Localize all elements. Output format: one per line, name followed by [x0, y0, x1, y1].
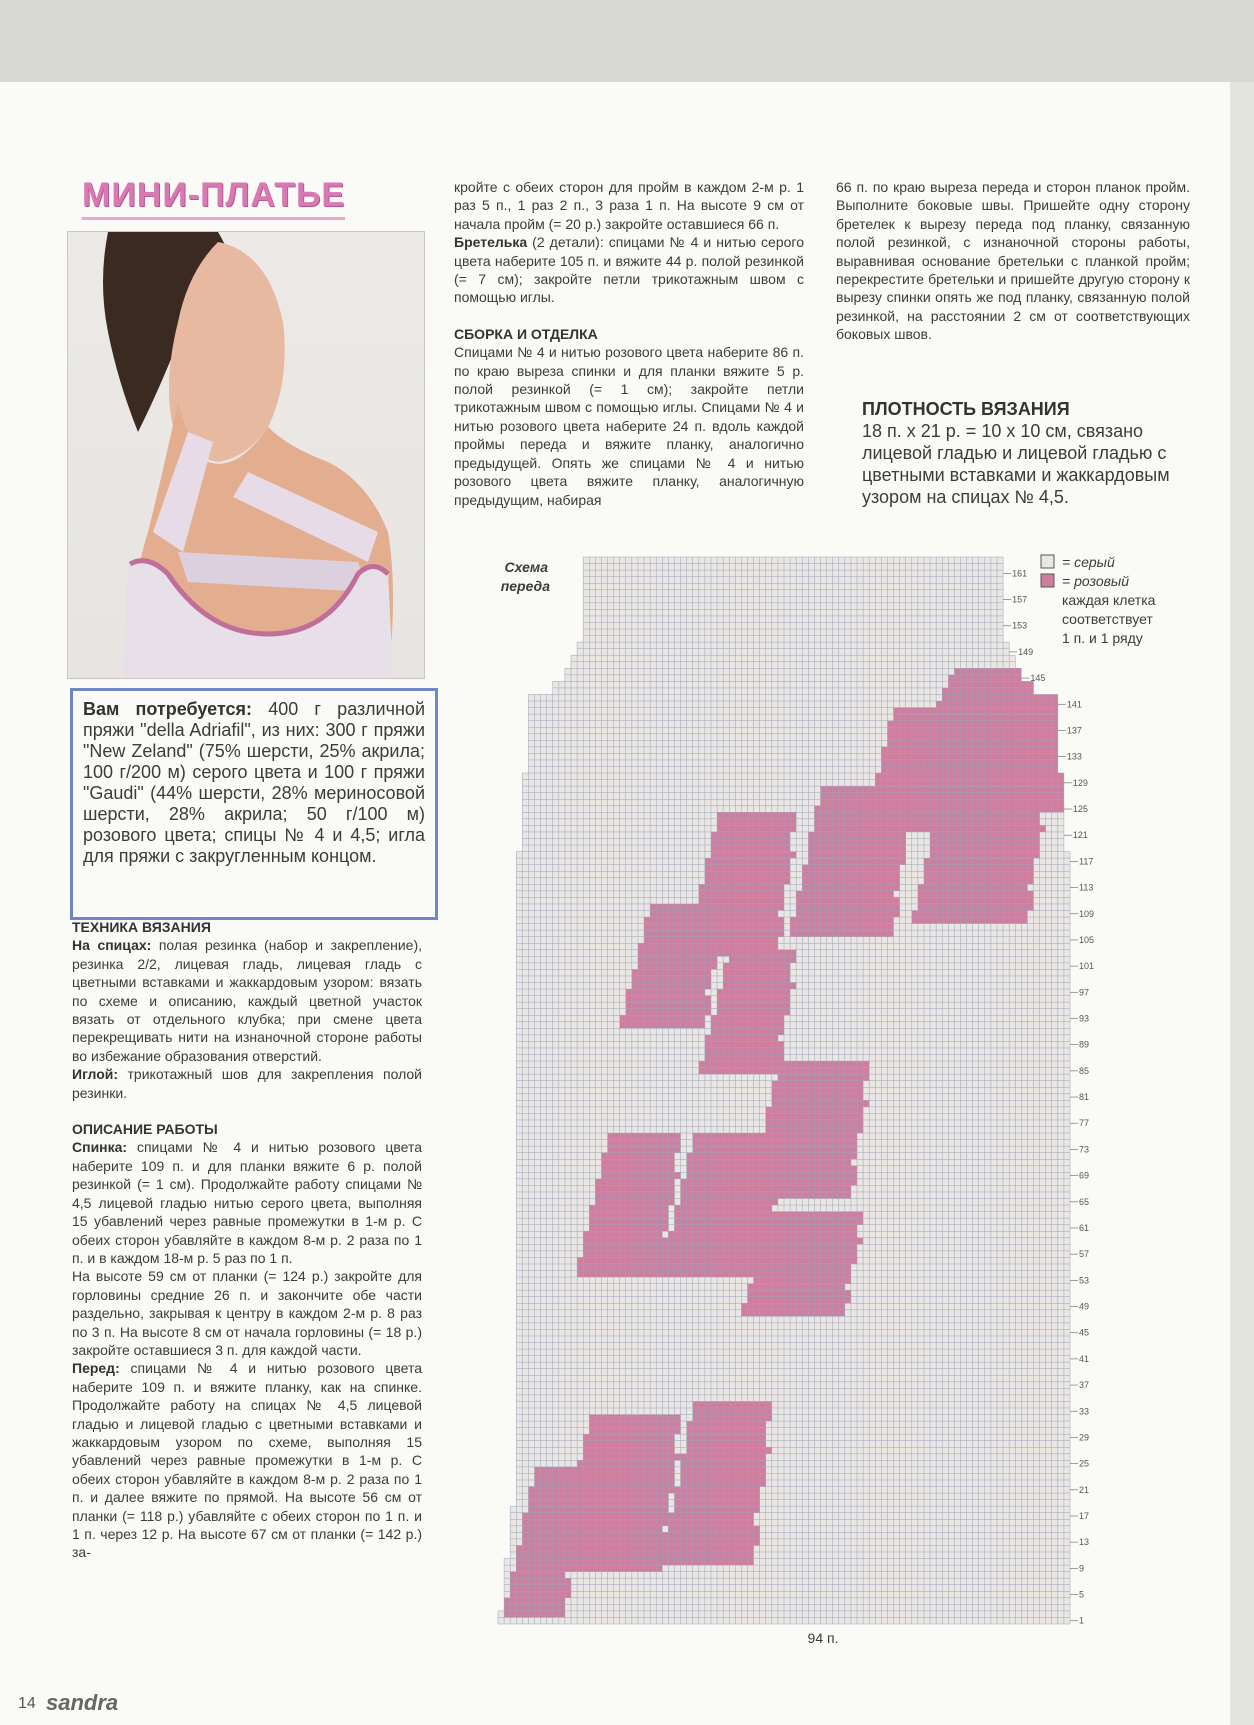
chart-pink-cell	[528, 1493, 668, 1500]
assembly-paragraph: Спицами № 4 и нитью розового цвета наберите 86 п. по краю выреза спинки и для планки вяжите 5 р. полой резинкой (= 1 см); закройте петли трикотажным швом с помощью иглы. Спицами № 4 и нитью розового цвета наберите 24 п. вдоль каждой проймы переда и вяжите планку, аналогично предыдущей. Опять же спицами № 4 и нитью розового цвета вяжите планку, аналогичную предыдущим, набирая	[454, 344, 804, 508]
row-label: 53	[1079, 1275, 1090, 1286]
chart-row	[504, 1585, 1070, 1592]
row-label: 89	[1079, 1039, 1090, 1050]
chart-row	[583, 636, 1003, 643]
row-label: 105	[1079, 934, 1095, 945]
chart-row	[583, 616, 1003, 623]
chart-pink-cell	[589, 1415, 680, 1422]
chart-pink-cell	[522, 1539, 759, 1546]
chart-pink-cell	[693, 1415, 772, 1422]
chart-pink-cell	[741, 1303, 844, 1310]
assembly-heading: СБОРКА И ОТДЕЛКА	[454, 325, 598, 342]
chart-row	[577, 642, 1009, 649]
chart-pink-cell	[717, 825, 796, 832]
chart-pink-cell	[693, 1133, 857, 1140]
materials-text: 400 г различной пряжи "della Adriafil", из них: 300 г пряжи "New Zeland" (75% шерсти, 25% акрила; 100 г/200 м) серого цвета и 100 г пряжи "Gaudi" (44% шерсти, 28% мериносовой шерсти, 28% акрила; 50 г/100 м) розового цвета; спицы № 4 и 4,5; игла для пряжи с закругленным концом.	[83, 699, 425, 866]
chart-pink-cell	[510, 1572, 565, 1579]
legend-note-3: 1 п. и 1 ряду	[1062, 630, 1143, 646]
chart-pink-cell	[583, 1244, 857, 1251]
needle-label: Иглой:	[72, 1066, 119, 1083]
legend-note-2: соответствует	[1062, 611, 1153, 627]
chart-pink-cell	[687, 1441, 766, 1448]
chart-row	[516, 1054, 1070, 1061]
chart-row	[516, 976, 1070, 983]
chart-row	[583, 577, 1003, 584]
chart-row	[516, 943, 1070, 950]
chart-row	[583, 564, 1003, 571]
strap-label: Бретелька	[454, 234, 528, 251]
chart-pink-cell	[790, 924, 893, 931]
front-label: Перед:	[72, 1360, 120, 1377]
row-label: 77	[1079, 1118, 1090, 1129]
chart-pink-cell	[583, 1251, 857, 1258]
chart-row	[516, 1356, 1070, 1363]
chart-pink-cell	[711, 838, 790, 845]
chart-pink-cell	[814, 806, 1063, 813]
chart-pink-cell	[589, 1205, 668, 1212]
chart-row	[516, 1035, 1070, 1042]
strap-text: (2 детали): спицами № 4 и нитью серого цвета наберите 105 п. и вяжите 44 р. полой резинкой (= 7 см); закройте петли трикотажным швом с помощью иглы.	[454, 234, 804, 306]
chart-row	[583, 557, 1003, 564]
chart-pink-cell	[650, 910, 778, 917]
row-label: 73	[1079, 1144, 1090, 1155]
needle-text: трикотажный шов для закрепления полой резинки.	[72, 1066, 422, 1101]
chart-pink-cell	[638, 963, 717, 970]
chart-row	[516, 1382, 1070, 1389]
row-label: 157	[1012, 594, 1028, 605]
chart-row	[571, 655, 1015, 662]
chart-pink-cell	[687, 1434, 766, 1441]
chart-row	[516, 969, 1070, 976]
row-label: 57	[1079, 1249, 1090, 1260]
chart-pink-cell	[796, 910, 899, 917]
chart-pink-cell	[632, 982, 711, 989]
chart-pink-cell	[528, 1500, 668, 1507]
chart-pink-cell	[894, 708, 1058, 715]
chart-pink-cell	[918, 904, 1034, 911]
back-label: Спинка:	[72, 1139, 128, 1156]
chart-pink-cell	[729, 956, 796, 963]
magazine-logo: sandra	[46, 1690, 119, 1715]
chart-pink-cell	[772, 1094, 863, 1101]
chart-pink-cell	[589, 1218, 668, 1225]
chart-pink-cell	[577, 1264, 851, 1271]
chart-title-line-1: Схема	[504, 559, 548, 575]
materials-heading: Вам потребуется:	[83, 699, 253, 719]
chart-pink-cell	[644, 930, 784, 937]
chart-pink-cell	[674, 1218, 863, 1225]
chart-pink-cell	[589, 1212, 668, 1219]
chart-row	[516, 1388, 1070, 1395]
chart-pink-cell	[638, 943, 778, 950]
chart-row	[516, 1336, 1070, 1343]
chart-pink-cell	[589, 1428, 680, 1435]
chart-row	[504, 1598, 1070, 1605]
row-label: 101	[1079, 961, 1095, 972]
row-label: 145	[1030, 673, 1046, 684]
armhole-paragraph: кройте с обеих сторон для пройм в каждом 2-м р. 1 раз 5 п., 1 раз 2 п., 3 раза 1 п. На высоте 9 см от начала пройм (= 20 р.) закройте оставшиеся 66 п.	[454, 179, 804, 232]
chart-row	[516, 1369, 1070, 1376]
chart-pink-cell	[674, 1212, 863, 1219]
chart-pink-cell	[875, 773, 1064, 780]
chart-pink-cell	[583, 1447, 674, 1454]
chart-row	[504, 1578, 1070, 1585]
row-label: 153	[1012, 620, 1028, 631]
chart-pink-cell	[535, 1467, 675, 1474]
chart-pink-cell	[595, 1192, 674, 1199]
chart-pink-cell	[772, 1081, 863, 1088]
legend-note-1: каждая клетка	[1062, 592, 1156, 608]
chart-pink-cell	[632, 969, 711, 976]
row-label: 29	[1079, 1432, 1090, 1443]
chart-pink-cell	[644, 917, 784, 924]
chart-row	[583, 603, 1003, 610]
chart-pink-cell	[693, 1140, 857, 1147]
chart-pink-cell	[881, 753, 1057, 760]
chart-pink-cell	[881, 760, 1057, 767]
row-label: 137	[1066, 725, 1082, 736]
chart-pink-cell	[711, 832, 790, 839]
row-label: 141	[1066, 699, 1082, 710]
chart-pink-cell	[583, 1231, 662, 1238]
needles-text: полая резинка (набор и закрепление), резинка 2/2, лицевая гладь, лицевая гладь с цветными вставками и жаккардовым узором: вязать по схеме и описанию, каждый цветной участок вязать от отдельного клубка; при смене цвета перекрещивать нити на изнаночной стороне работы во избежание образования отверстий.	[72, 937, 422, 1064]
chart-row	[516, 1395, 1070, 1402]
chart-pink-cell	[814, 819, 1039, 826]
chart-pink-cell	[778, 1074, 869, 1081]
chart-pink-cell	[705, 1048, 784, 1055]
row-label: 61	[1079, 1222, 1090, 1233]
chart-pink-cell	[668, 1231, 857, 1238]
chart-row	[516, 1041, 1070, 1048]
chart-pink-cell	[577, 1271, 851, 1278]
chart-pink-cell	[772, 1087, 863, 1094]
chart-pink-cell	[942, 694, 1058, 701]
chart-pink-cell	[589, 1225, 668, 1232]
article-title: МИНИ-ПЛАТЬЕ	[82, 176, 345, 220]
row-label: 25	[1079, 1458, 1090, 1469]
chart-pink-cell	[912, 917, 1028, 924]
chart-pink-cell	[583, 1441, 674, 1448]
row-label: 5	[1079, 1589, 1085, 1600]
chart-pink-cell	[723, 969, 790, 976]
row-label: 161	[1012, 568, 1028, 579]
chart-pink-cell	[601, 1172, 680, 1179]
chart-pink-cell	[881, 766, 1057, 773]
chart-pink-cell	[589, 1421, 680, 1428]
chart-pink-cell	[881, 747, 1057, 754]
row-label: 21	[1079, 1484, 1090, 1495]
chart-pink-cell	[681, 1179, 857, 1186]
chart-pink-cell	[954, 668, 1021, 675]
chart-row	[583, 596, 1003, 603]
chart-row	[516, 937, 1070, 944]
chart-pink-cell	[790, 917, 893, 924]
gauge-text: 18 п. х 21 р. = 10 х 10 см, связано лицевой гладью и лицевой гладью с цветными вставками и жаккардовым узором на спицах № 4,5.	[862, 421, 1170, 507]
chart-row	[516, 1022, 1070, 1029]
chart-pink-cell	[535, 1480, 675, 1487]
row-label: 45	[1079, 1327, 1090, 1338]
row-label: 1	[1079, 1615, 1085, 1626]
chart-pink-cell	[693, 1401, 772, 1408]
chart-pink-cell	[516, 1545, 753, 1552]
legend-gray-swatch	[1041, 555, 1054, 568]
row-label: 49	[1079, 1301, 1090, 1312]
chart-row	[583, 570, 1003, 577]
chart-row	[504, 1572, 1070, 1579]
chart-pink-cell	[723, 963, 790, 970]
row-label: 117	[1079, 856, 1094, 867]
chart-pink-cell	[687, 1421, 766, 1428]
row-label: 41	[1079, 1353, 1090, 1364]
row-label: 133	[1066, 751, 1082, 762]
chart-pink-cell	[747, 1290, 850, 1297]
legend-pink-swatch	[1041, 574, 1054, 587]
chart-row	[583, 622, 1003, 629]
row-label: 33	[1079, 1406, 1090, 1417]
chart-row	[516, 1408, 1070, 1415]
back-text: спицами № 4 и нитью розового цвета наберите 109 п. и для планки вяжите 6 р. полой резинкой (= 1 см). Продолжайте работу спицами № 4,5 лицевой гладью нитью серого цвета, выполняя 15 убавлений через равные промежутки в 1-м р. С обеих сторон убавляйте в каждом 8-м р. 2 раза по 1 п. и в каждом 18-м р. 5 раз по 1 п.	[72, 1139, 422, 1266]
row-label: 81	[1079, 1092, 1090, 1103]
chart-grid	[498, 557, 1070, 1624]
row-label: 109	[1079, 908, 1095, 919]
chart-pink-cell	[705, 1054, 784, 1061]
page-number: 14	[18, 1695, 36, 1712]
chart-row	[516, 1015, 1070, 1022]
row-label: 121	[1072, 830, 1088, 841]
chart-row	[516, 1028, 1070, 1035]
front-text: спицами № 4 и нитью розового цвета наберите 109 п. и вяжите планку, как на спинке. Продолжайте работу на спицах № 4,5 лицевой гладью и лицевой гладью с цветными вставками и жаккардовым узором по схеме, выполняя 15 убавлений через равные промежутки в 1-м р. С обеих сторон убавляйте в каждом 8-м р. 2 раза по 1 п. и далее вяжите по прямой. На высоте 56 см от планки (= 118 р.) убавляйте с обеих сторон по 1 п. и 1 п. через 12 р. На высоте 67 см от планки (= 142 р.) за-	[72, 1360, 422, 1561]
chart-pink-cell	[528, 1506, 668, 1513]
chart-pink-cell	[595, 1179, 674, 1186]
chart-row	[516, 1002, 1070, 1009]
chart-pink-cell	[668, 1526, 759, 1533]
chart-row	[516, 996, 1070, 1003]
chart-pink-cell	[705, 1041, 784, 1048]
chart-row	[516, 963, 1070, 970]
chart-pink-cell	[912, 910, 1028, 917]
chart-row	[516, 1329, 1070, 1336]
chart-row	[516, 1048, 1070, 1055]
chart-pink-cell	[747, 1297, 850, 1304]
chart-pink-cell	[894, 714, 1058, 721]
chart-pink-cell	[626, 989, 705, 996]
chart-pink-cell	[516, 1552, 753, 1559]
row-label: 37	[1079, 1380, 1090, 1391]
row-label: 93	[1079, 1013, 1090, 1024]
chart-row	[516, 1375, 1070, 1382]
chart-row	[583, 583, 1003, 590]
chart-row	[516, 1009, 1070, 1016]
chart-row	[583, 629, 1003, 636]
row-label: 85	[1079, 1065, 1090, 1076]
chart-pink-cell	[942, 688, 1033, 695]
chart-row	[516, 1323, 1070, 1330]
chart-pink-cell	[522, 1532, 759, 1539]
row-label: 9	[1079, 1563, 1085, 1574]
legend-pink-label: = розовый	[1062, 573, 1130, 589]
chart-pink-cell	[723, 976, 790, 983]
legend-gray-label: = серый	[1062, 554, 1115, 570]
chart-row	[583, 609, 1003, 616]
chart-pink-cell	[595, 1199, 674, 1206]
chart-row	[583, 590, 1003, 597]
chart-row	[516, 1316, 1070, 1323]
chart-width-label: 94 п.	[807, 1630, 839, 1646]
row-label: 13	[1079, 1537, 1090, 1548]
description-heading: ОПИСАНИЕ РАБОТЫ	[72, 1121, 218, 1138]
row-label: 17	[1079, 1510, 1090, 1521]
chart-row	[565, 668, 1021, 675]
gauge-heading: ПЛОТНОСТЬ ВЯЗАНИЯ	[862, 399, 1070, 419]
row-label: 149	[1018, 646, 1034, 657]
chart-pink-cell	[918, 891, 1034, 898]
row-label: 125	[1072, 804, 1088, 815]
row-label: 65	[1079, 1196, 1090, 1207]
chart-pink-cell	[790, 930, 893, 937]
chart-pink-cell	[516, 1559, 753, 1566]
chart-row	[571, 662, 1015, 669]
chart-pink-cell	[717, 812, 796, 819]
row-label: 129	[1072, 777, 1088, 788]
chart-pink-cell	[918, 897, 1034, 904]
chart-row	[516, 1401, 1070, 1408]
chart-pink-cell	[796, 904, 899, 911]
needles-label: На спицах:	[72, 937, 152, 954]
back-paragraph-2: На высоте 59 см от планки (= 124 р.) закройте для горловины средние 26 п. и закончите обе части раздельно, закрывая к центру в каждом 2-м р. 8 раз по 3 п. На высоте 8 см от начала горловины (= 18 р.) закройте оставшиеся 3 п. для каждой части.	[72, 1268, 422, 1358]
chart-pink-cell	[796, 897, 899, 904]
chart-pink-cell	[632, 976, 711, 983]
chart-pink-cell	[687, 1428, 766, 1435]
chart-row	[516, 1349, 1070, 1356]
chart-pink-cell	[814, 812, 1039, 819]
chart-row	[504, 1604, 1070, 1611]
chart-pink-cell	[711, 845, 790, 852]
chart-row	[516, 1343, 1070, 1350]
chart-pink-cell	[687, 1159, 851, 1166]
chart-row	[516, 1362, 1070, 1369]
chart-row	[516, 989, 1070, 996]
technique-heading: ТЕХНИКА ВЯЗАНИЯ	[72, 919, 211, 935]
chart-pink-cell	[583, 1434, 674, 1441]
chart-row	[504, 1591, 1070, 1598]
chart-pink-cell	[644, 924, 784, 931]
row-label: 113	[1079, 882, 1094, 893]
chart-row	[577, 649, 1009, 656]
finishing-paragraph: 66 п. по краю выреза переда и сторон планок пройм. Выполните боковые швы. Пришейте одну сторону бретелек к вырезу переда под планку, связанную полой резинкой, с изнаночной стороны работы, выравнивая основание бретельки с планкой пройм; перекрестите бретельки и пришейте другую сторону к вырезу спинки опять же под планку, связанную полой резинкой, на расстоянии 2 см от соответствующих боковых швов.	[836, 179, 1190, 343]
chart-pink-cell	[595, 1185, 674, 1192]
chart-pink-cell	[875, 780, 1064, 787]
chart-title-line-2: переда	[500, 578, 550, 594]
chart-pink-cell	[693, 1408, 772, 1415]
chart-pink-cell	[522, 1526, 662, 1533]
chart-pink-cell	[638, 956, 717, 963]
row-label: 69	[1079, 1170, 1090, 1181]
row-label: 97	[1079, 987, 1090, 998]
chart-pink-cell	[717, 819, 796, 826]
chart-pink-cell	[741, 1310, 844, 1317]
chart-pink-cell	[535, 1473, 675, 1480]
chart-pink-cell	[693, 1146, 857, 1153]
